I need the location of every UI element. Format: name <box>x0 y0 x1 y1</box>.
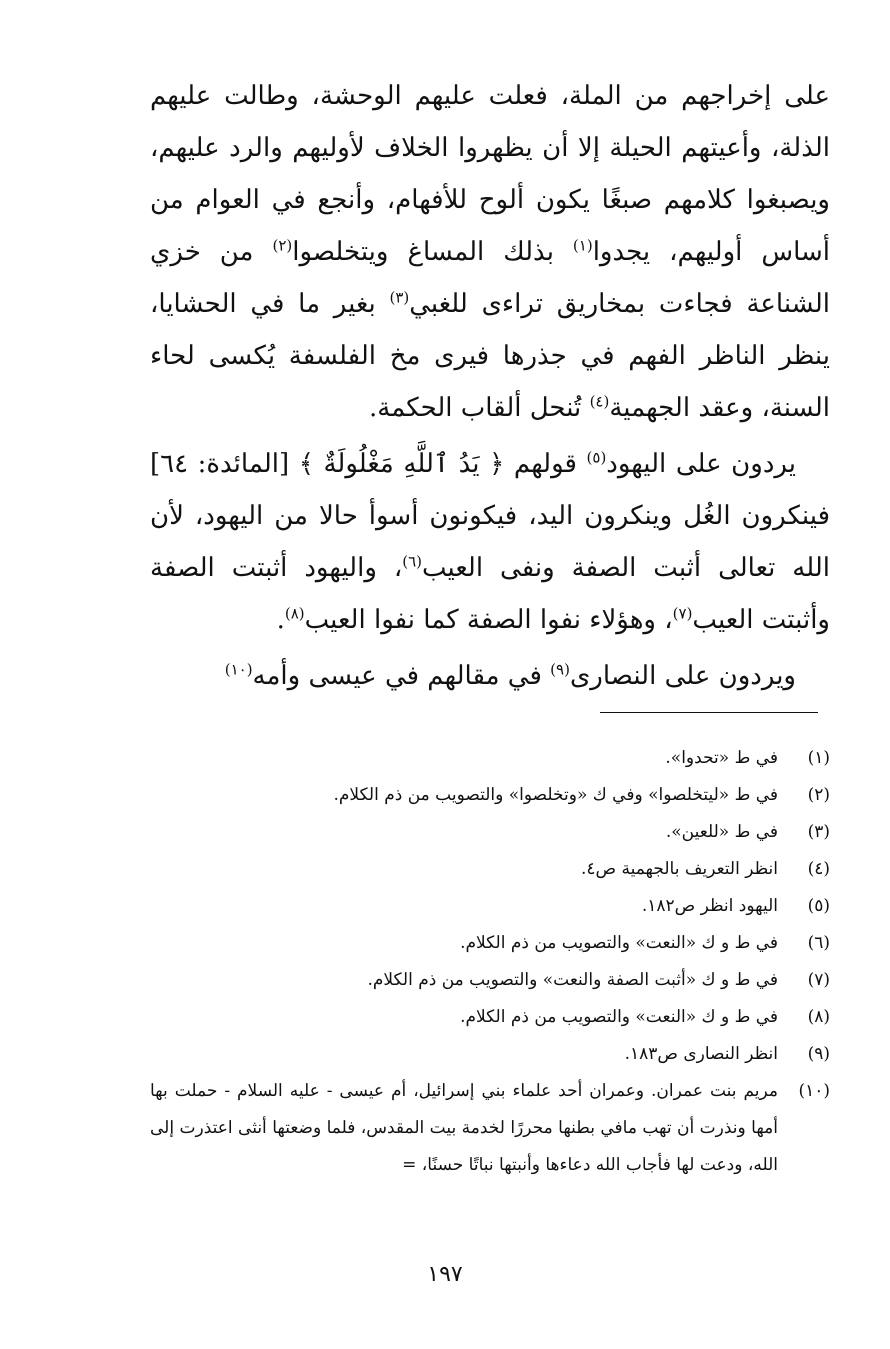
footnote-ref[interactable]: (٤) <box>589 392 610 411</box>
footnote-item <box>150 925 830 962</box>
footnote-text: انظر التعريف بالجهمية ص٤. <box>580 859 778 879</box>
line: بذلك المساغ ويتخلصوا <box>292 237 573 267</box>
footnote-text: في ط «للعين». <box>665 822 778 842</box>
line: بغير ما في <box>250 289 390 319</box>
footnote-number: (٧) <box>807 970 830 990</box>
line: ، واليهود أثبتت الصفة <box>150 553 403 583</box>
footnote-item <box>150 962 830 999</box>
footnote-number: (٤) <box>807 859 830 879</box>
line: العوام من أساس أوليهم، يجدوا <box>150 185 830 267</box>
footnote-item <box>150 851 830 888</box>
footnote-number: (٦) <box>807 933 830 953</box>
line: من خزي الشناعة فجاءت بمخاريق تراءى للغبي <box>150 237 830 319</box>
paragraph-2 <box>150 438 830 646</box>
main-text-column <box>150 70 830 702</box>
line: فينكرون الغُل وينكرون اليد، فيكونون أسوأ حالا من اليهود، <box>194 501 830 531</box>
footnote-text: في ط و ك «النعت» والتصويب من ذم الكلام. <box>460 933 778 953</box>
footnote-ref[interactable]: (٥) <box>586 448 607 467</box>
footnote-text: انظر النصارى ص١٨٣. <box>624 1044 778 1064</box>
footnote-item <box>150 888 830 925</box>
body-text <box>150 70 830 702</box>
line: عليهم، ويصبغوا كلامهم صبغًا يكون ألوح للأفهام، وأنجع في <box>150 133 830 215</box>
footnote-number: (٥) <box>807 896 830 916</box>
footnote-text: في ط «تحدوا». <box>665 748 778 768</box>
footnote-text: في ط و ك «النعت» والتصويب من ذم الكلام. <box>460 1007 778 1027</box>
line: . <box>276 605 285 635</box>
line: تُنحل ألقاب الحكمة. <box>368 393 590 423</box>
line: ويردون على النصارى <box>569 661 796 691</box>
footnote-item <box>150 999 830 1036</box>
paragraph-1 <box>150 70 830 434</box>
line: على إخراجهم من الملة، فعلت عليهم الوحشة، وطالت عليهم <box>150 81 830 111</box>
paragraph-3 <box>150 650 830 702</box>
footnote-item <box>150 1036 830 1073</box>
footnote-ref[interactable]: (٩) <box>550 660 570 679</box>
footnote-ref[interactable]: (٧) <box>672 604 693 623</box>
line: يردون على اليهود <box>606 449 796 479</box>
line: في مقالهم في عيسى وأمه <box>252 661 551 691</box>
footnote-text: اليهود انظر ص١٨٢. <box>641 896 778 916</box>
footnote-ref[interactable]: (٦) <box>402 552 423 571</box>
footnote-ref[interactable]: (٣) <box>389 288 410 307</box>
quran-verse: ﴿ يَدُ ٱللَّهِ مَغْلُولَةٌ ﴾ <box>298 449 505 479</box>
line: ، وهؤلاء نفوا الصفة كما نفوا العيب <box>304 605 673 635</box>
footnote-text: في ط «ليتخلصوا» وفي ك «وتخلصوا» والتصويب من ذم الكلام. <box>333 785 778 805</box>
footnote-ref[interactable]: (٢) <box>272 236 293 255</box>
footnote-ref[interactable]: (١) <box>572 236 593 255</box>
footnote-ref[interactable]: (٨) <box>284 604 305 623</box>
footnote-number: (٣) <box>807 822 830 842</box>
footnote-item <box>150 740 830 777</box>
footnote-number: (٨) <box>807 1007 830 1027</box>
line: لحاء السنة، وعقد الجهمية <box>150 341 830 423</box>
footnote-item <box>150 1073 830 1184</box>
footnote-number: (١٠) <box>798 1081 830 1101</box>
line: قولهم <box>504 449 587 479</box>
footnote-separator <box>600 712 818 713</box>
footnote-number: (٢) <box>807 785 830 805</box>
line: لأن الله تعالى أثبت الصفة ونفى العيب <box>150 501 831 583</box>
footnote-text: في ط و ك «أثبت الصفة والنعت» والتصويب من ذم الكلام. <box>367 970 778 990</box>
line: الحشايا، ينظر الناظر الفهم في جذرها فيرى مخ الفلسفة يُكسى <box>150 289 830 371</box>
footnote-number: (٩) <box>807 1044 830 1064</box>
line: الذلة، وأعيتهم الحيلة إلا أن يظهروا الخلاف لأوليهم والرد <box>229 133 830 163</box>
footnote-number: (١) <box>807 748 830 768</box>
footnote-ref[interactable]: (١٠) <box>224 660 253 679</box>
footnote-item <box>150 814 830 851</box>
verse-citation: [المائدة: ٦٤] <box>150 449 299 479</box>
footnote-item <box>150 777 830 814</box>
footnotes <box>150 740 830 1184</box>
footnote-text: مريم بنت عمران. وعمران أحد علماء بني إسرائيل، أم عيسى - عليه السلام - حملت بها أمها ونذرت أن تهب مافي بطنها محررًا لخدمة بيت المقدس، فلما وضعتها أنثى اعتذرت إلى الله، ودعت لها فأجاب الله دعاءها وأنبتها نباتًا حسنًا، = <box>150 1081 778 1175</box>
line: وأثبتت العيب <box>692 605 830 635</box>
page-number: ١٩٧ <box>427 1262 463 1287</box>
